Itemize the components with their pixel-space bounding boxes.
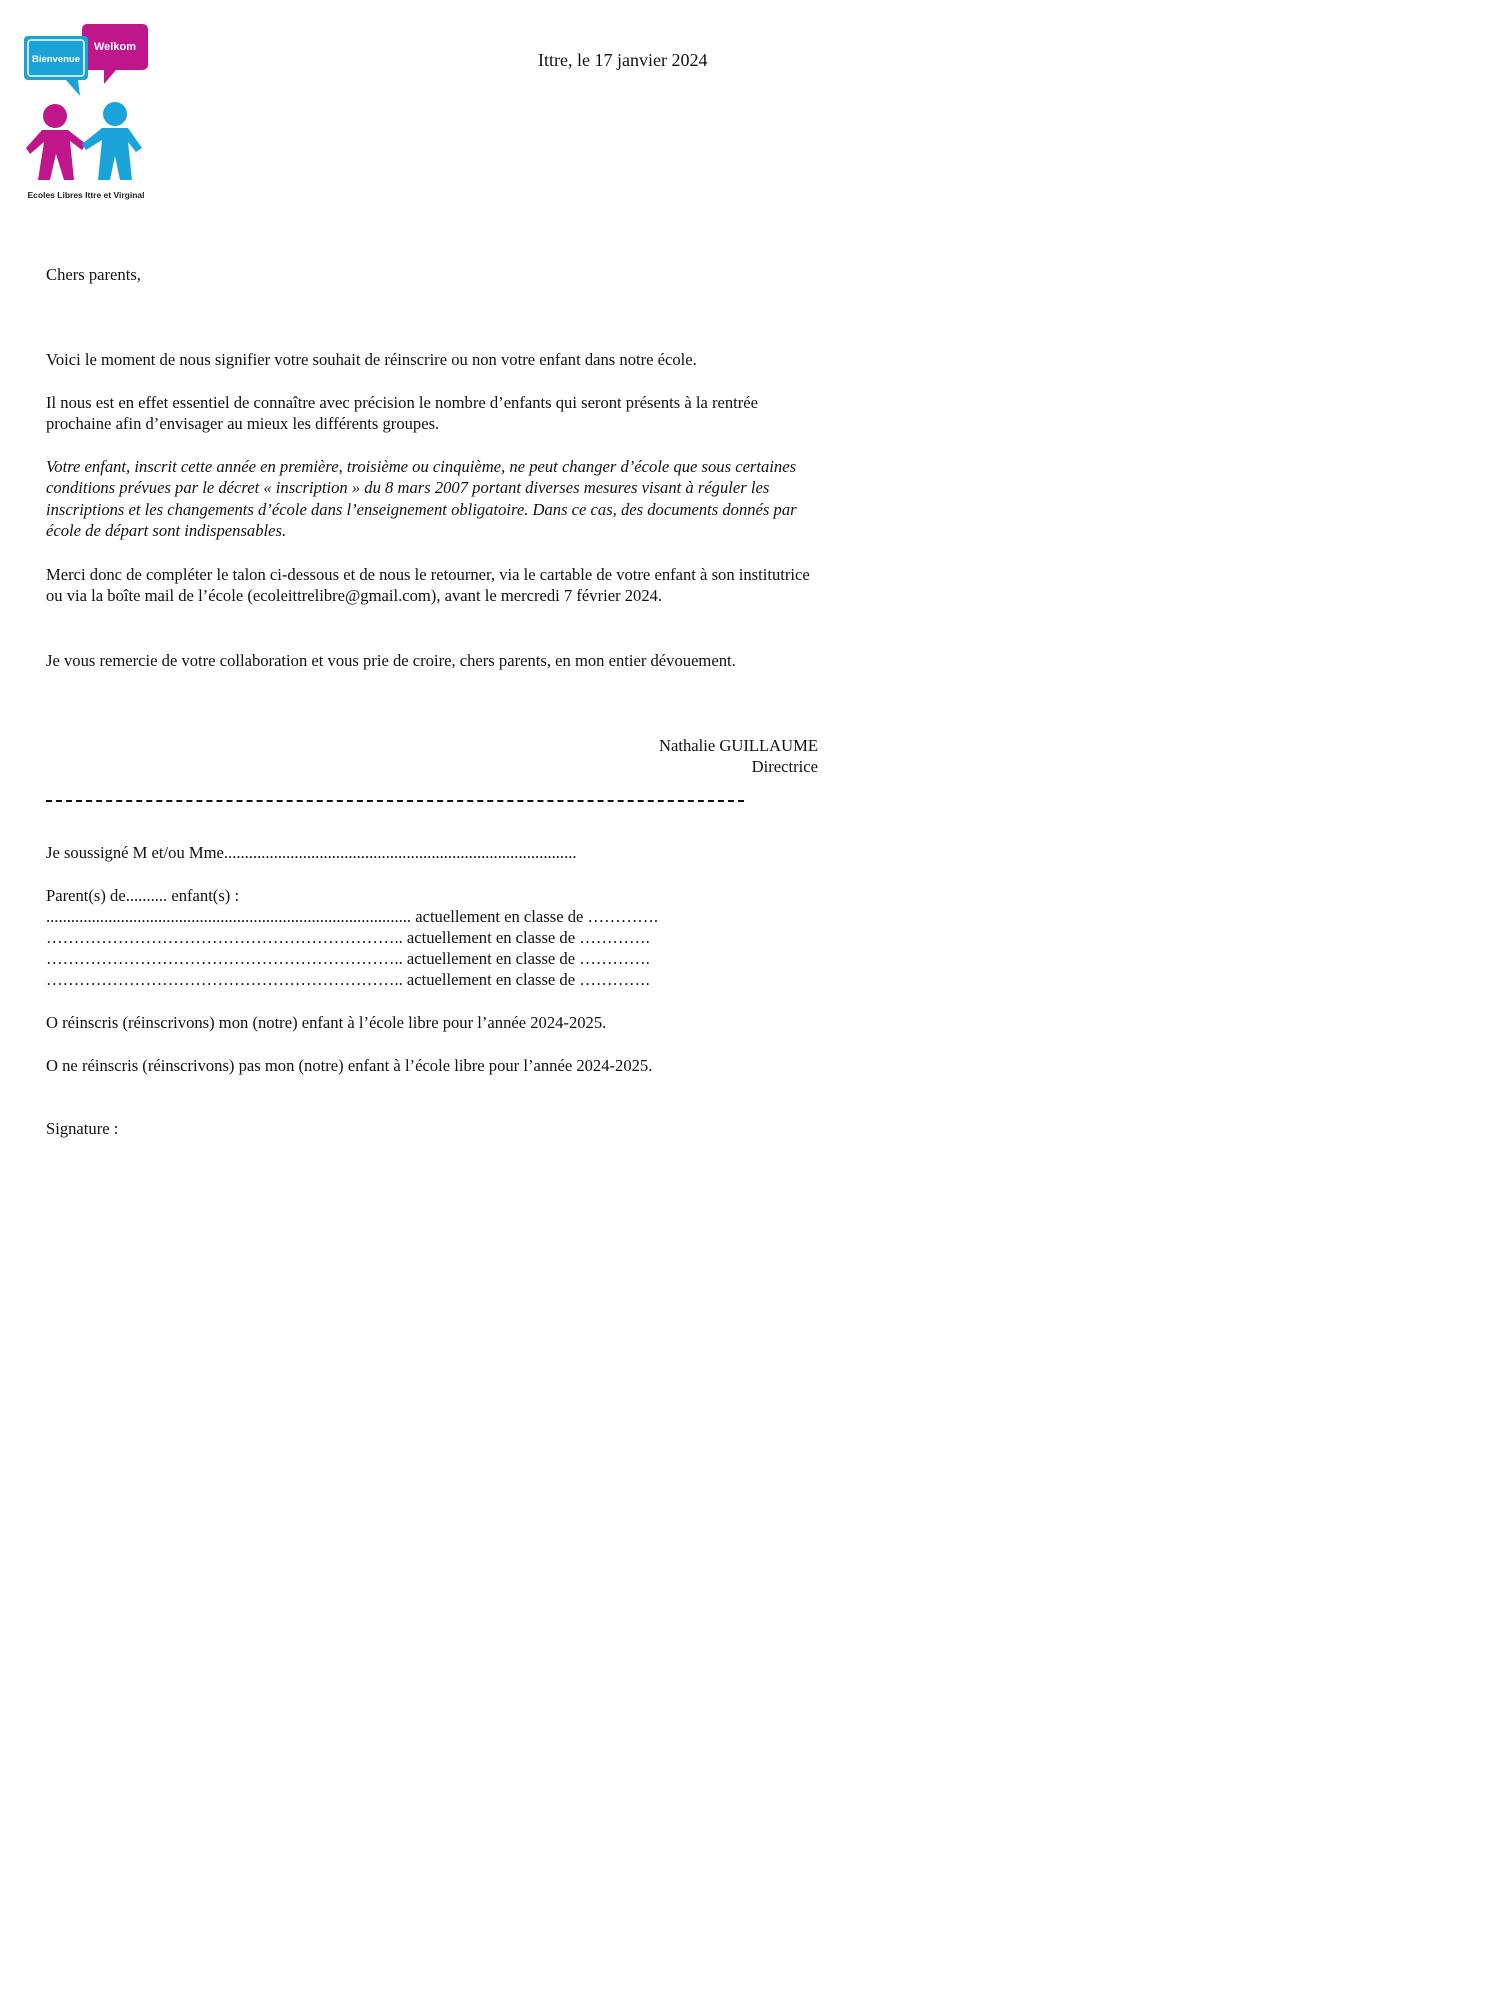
paragraph-purpose: Il nous est en effet essentiel de connaître avec précision le nombre d’enfants qui seront présents à la rentrée prochaine afin d’envisager au mieux les différents groupes.	[46, 393, 759, 434]
form-signature-label: Signature :	[46, 1119, 119, 1138]
bienvenue-text: Bienvenue	[31, 54, 81, 65]
form-option-reinscription: O réinscris (réinscrivons) mon (notre) enfant à l’école libre pour l’année 2024-2025.	[46, 1013, 607, 1032]
school-name: Ecoles Libres Ittre et Virginal	[27, 190, 145, 200]
cut-line-separator	[46, 800, 744, 802]
paragraph-closing: Je vous remercie de votre collaboration et vous prie de croire, chers parents, en mon entier dévouement.	[46, 651, 736, 670]
form-child-line: ........................................................................................ actuellement en classe de ………….	[46, 907, 659, 926]
form-option-no-reinscription: O ne réinscris (réinscrivons) pas mon (notre) enfant à l’école libre pour l’année 2024-2025.	[46, 1056, 653, 1075]
greeting: Chers parents,	[46, 265, 141, 284]
signatory-name: Nathalie GUILLAUME	[659, 736, 818, 755]
paragraph-instructions: Merci donc de compléter le talon ci-dessous et de nous le retourner, via le cartable de votre enfant à son institutrice ou via la boîte mail de l’école (ecoleittrelibre@gmail.com), avant le mercredi 7 février 2024.	[46, 565, 810, 606]
school-logo	[20, 22, 152, 202]
paragraph-intro: Voici le moment de nous signifier votre souhait de réinscrire ou non votre enfant dans notre école.	[46, 350, 697, 369]
form-child-line: ……………………………………………………….. actuellement en classe de ………….	[46, 928, 650, 947]
child-figure-blue	[82, 128, 142, 180]
paragraph-decree: Votre enfant, inscrit cette année en première, troisième ou cinquième, ne peut changer d’école que sous certaines conditions prévues par le décret « inscription » du 8 mars 2007 portant diverses mesures visant à réguler les inscriptions et les changements d’école dans l’enseignement obligatoire. Dans ce cas, des documents donnés par école de départ sont indispensables.	[46, 457, 797, 540]
welkom-text: Welkom	[94, 41, 136, 53]
form-child-line: ……………………………………………………….. actuellement en classe de ………….	[46, 970, 650, 989]
form-child-line: ……………………………………………………….. actuellement en classe de ………….	[46, 949, 650, 968]
letter-date: Ittre, le 17 janvier 2024	[538, 50, 708, 70]
signatory-title: Directrice	[751, 757, 818, 776]
child-figure-magenta	[26, 130, 86, 180]
form-parents-line: Parent(s) de.......... enfant(s) :	[46, 886, 240, 905]
form-soussigne-line: Je soussigné M et/ou Mme.....................................................................................	[46, 843, 577, 862]
